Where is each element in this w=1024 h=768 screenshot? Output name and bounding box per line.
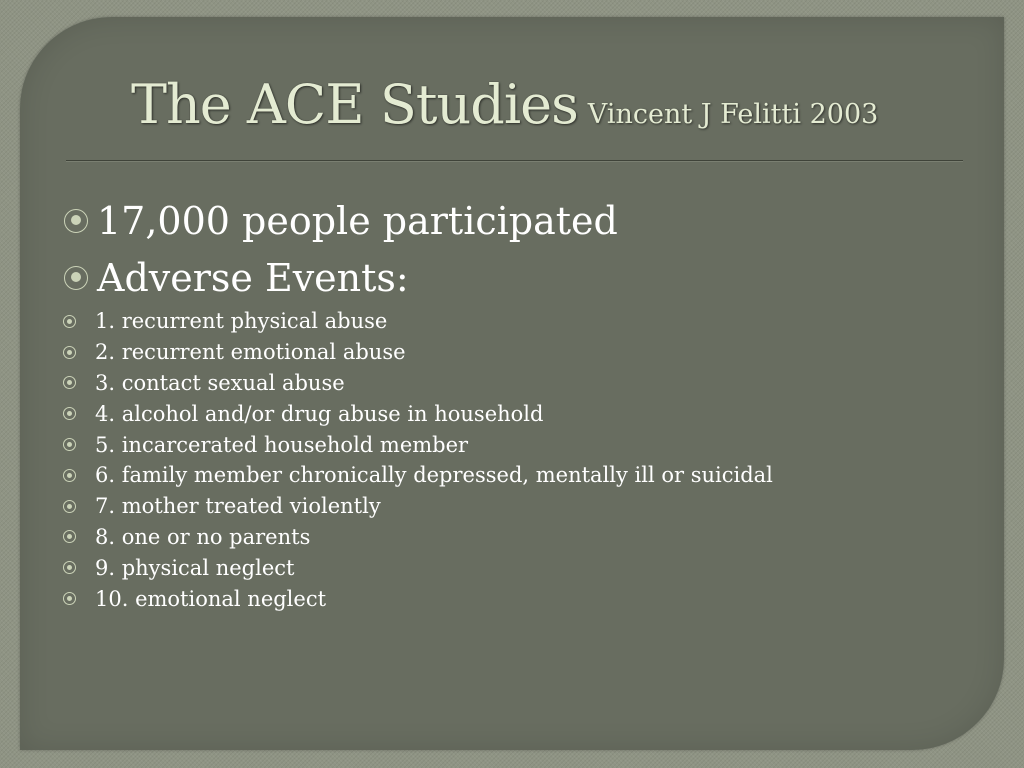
event-item [62, 552, 962, 583]
event-item [62, 460, 962, 491]
circle-dot-bullet-icon [64, 266, 88, 290]
slide-content [62, 192, 962, 614]
event-text: 5. incarcerated household member [95, 432, 469, 457]
event-text: 9. physical neglect [95, 555, 295, 580]
slide-subtitle: Vincent J Felitti 2003 [587, 99, 879, 130]
event-item [62, 306, 962, 337]
slide-title-row [131, 73, 879, 136]
event-text: 10. emotional neglect [95, 586, 327, 611]
circle-dot-bullet-icon [63, 407, 76, 420]
event-text: 2. recurrent emotional abuse [95, 340, 406, 365]
event-item [62, 429, 962, 460]
circle-dot-bullet-icon [63, 469, 76, 482]
event-item [62, 398, 962, 429]
event-text: 1. recurrent physical abuse [95, 309, 388, 334]
circle-dot-bullet-icon [63, 438, 76, 451]
event-item [62, 522, 962, 553]
event-item [62, 368, 962, 399]
event-text: 8. one or no parents [95, 524, 311, 549]
circle-dot-bullet-icon [63, 315, 76, 328]
slide-title: The ACE Studies [131, 73, 578, 136]
event-text: 6. family member chronically depressed, mentally ill or suicidal [95, 463, 773, 488]
event-item [62, 337, 962, 368]
circle-dot-bullet-icon [64, 209, 88, 233]
circle-dot-bullet-icon [63, 592, 76, 605]
bullet-item-participants [62, 192, 962, 249]
bullet-text: 17,000 people participated [97, 198, 618, 243]
bullet-item-adverse-events [62, 249, 962, 306]
circle-dot-bullet-icon [63, 530, 76, 543]
circle-dot-bullet-icon [63, 561, 76, 574]
title-divider [66, 160, 963, 162]
circle-dot-bullet-icon [63, 376, 76, 389]
bullet-text: Adverse Events: [97, 255, 409, 300]
circle-dot-bullet-icon [63, 500, 76, 513]
circle-dot-bullet-icon [63, 346, 76, 359]
event-item [62, 491, 962, 522]
event-item [62, 583, 962, 614]
event-text: 4. alcohol and/or drug abuse in household [95, 401, 544, 426]
event-text: 3. contact sexual abuse [95, 370, 345, 395]
event-text: 7. mother treated violently [95, 494, 381, 519]
